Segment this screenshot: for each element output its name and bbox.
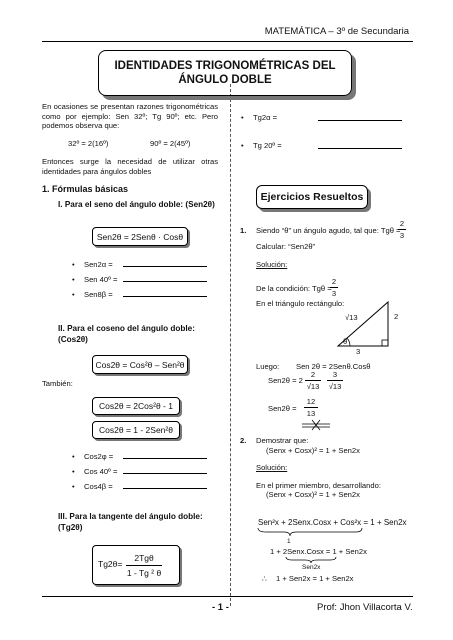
part3-label: III. Para la tangente del ángulo doble: (Tg2θ) bbox=[58, 512, 203, 532]
ex1-cond-den: 3 bbox=[331, 289, 337, 298]
ex1-result-num: 12 bbox=[304, 397, 318, 408]
underbrace-1 bbox=[256, 527, 366, 537]
ex1-step3-lhs: Sen2θ = bbox=[268, 404, 297, 413]
ex1-number: 1. bbox=[240, 226, 247, 235]
answer-blank bbox=[123, 450, 207, 459]
answer-blank bbox=[123, 258, 207, 267]
ex2-number: 2. bbox=[240, 436, 247, 445]
cosine-alt-formula-1: Cos2θ = 2Cos²θ - 1 bbox=[92, 397, 180, 415]
part1-label: I. Para el seno del ángulo doble: (Sen2θ) bbox=[58, 200, 215, 209]
ex2-line2: 1 + 2Senx.Cosx = 1 + Sen2x bbox=[270, 547, 367, 556]
ex1-result-den: 13 bbox=[306, 409, 316, 418]
sine-double-formula: Sen2θ = 2Senθ · Cosθ bbox=[92, 227, 188, 246]
section-title: 1. Fórmulas básicas bbox=[42, 184, 129, 194]
sine-item-2: • Sen 40º = bbox=[84, 275, 117, 285]
triangle-angle: θ bbox=[343, 337, 348, 346]
ex2-line1: Sen²x + 2Senx.Cosx + Cos²x = 1 + Sen2x bbox=[258, 518, 407, 527]
header-course: MATEMÁTICA – 3º de Secundaria bbox=[264, 26, 409, 37]
tambien-label: También: bbox=[42, 379, 73, 388]
title-line1: IDENTIDADES TRIGONOMÉTRICAS DEL bbox=[114, 60, 336, 72]
intro-example-1: 32º = 2(16º) bbox=[68, 139, 109, 148]
page-number: - 1 - bbox=[212, 602, 229, 613]
ex1-calc: Calcular: “Sen2θ” bbox=[256, 242, 316, 251]
ex1-step2-den1: √13 bbox=[306, 382, 320, 391]
title-line2: ÁNGULO DOBLE bbox=[178, 74, 272, 86]
answer-blank bbox=[123, 480, 207, 489]
ex1-cond-num: 2 bbox=[331, 277, 337, 286]
answer-blank bbox=[318, 112, 402, 121]
ex2-solution-label: Solución: bbox=[256, 463, 288, 472]
intro-conclusion: Entonces surge la necesidad de utilizar otras identidades para ángulos dobles bbox=[42, 157, 218, 176]
ex2-equation-2: (Senx + Cosx)² = 1 + Sen2x bbox=[266, 490, 360, 499]
ex1-triangle-label: En el triángulo rectángulo: bbox=[256, 299, 345, 308]
cosine-item-3: • Cos4β = bbox=[84, 482, 113, 492]
footer-author: Prof: Jhon Villacorta V. bbox=[317, 602, 413, 613]
intro-example-2: 90º = 2(45º) bbox=[150, 139, 191, 148]
ex1-frac-num: 2 bbox=[399, 219, 405, 228]
ex1-step2-den2: √13 bbox=[328, 382, 342, 391]
answer-blank bbox=[123, 273, 207, 282]
ex1-step2-lhs: Sen2θ = 2 bbox=[268, 376, 303, 385]
column-divider bbox=[230, 84, 231, 606]
ex1-luego: Luego: bbox=[256, 362, 280, 371]
intro-paragraph: En ocasiones se presentan razones trigonométricas como por ejemplo: Sen 32º; Tg 90º; etc. Pero podemos observa que: bbox=[42, 102, 218, 131]
header-rule bbox=[42, 41, 413, 42]
answer-blank bbox=[318, 140, 402, 149]
ejercicios-title: Ejercicios Resueltos bbox=[256, 185, 368, 209]
answer-blank bbox=[123, 465, 207, 474]
ex1-solution-label: Solución: bbox=[256, 260, 288, 269]
ex2-statement: Demostrar que: bbox=[256, 436, 309, 445]
ex2-equation: (Senx + Cosx)² = 1 + Sen2x bbox=[266, 446, 360, 455]
sine-item-1: • Sen2α = bbox=[84, 260, 113, 270]
title-box bbox=[98, 50, 352, 96]
answer-blank bbox=[123, 288, 207, 297]
cosine-double-formula: Cos2θ = Cos²θ – Sen²θ bbox=[92, 355, 188, 374]
tangent-item-1: • Tg2α = bbox=[253, 113, 277, 123]
ex1-step2-num2: 3 bbox=[327, 370, 343, 381]
sine-item-3: • Sen8β = bbox=[84, 290, 113, 300]
triangle-hypotenuse: √13 bbox=[345, 313, 358, 322]
right-triangle-diagram bbox=[330, 298, 410, 360]
triangle-opposite: 2 bbox=[394, 312, 399, 321]
ex2-description: En el primer miembro, desarrollando: bbox=[256, 481, 381, 490]
ex1-step2-num1: 2 bbox=[305, 370, 321, 381]
cosine-item-1: • Cos2φ = bbox=[84, 452, 113, 462]
footer-rule bbox=[42, 596, 413, 597]
ex2-one-label: 1 bbox=[287, 538, 291, 545]
part2-label: II. Para el coseno del ángulo doble: (Cos2θ) bbox=[58, 324, 195, 344]
tangent-numerator: 2Tgθ bbox=[126, 553, 161, 566]
answer-mark-icon bbox=[300, 418, 334, 432]
tangent-item-2: • Tg 20º = bbox=[253, 141, 282, 151]
cosine-alt-formula-2: Cos2θ = 1 - 2Sen²θ bbox=[92, 421, 180, 439]
therefore-icon: ∴ bbox=[262, 574, 267, 583]
triangle-adjacent: 3 bbox=[356, 347, 361, 356]
tangent-double-formula: Tg2θ= 2Tgθ 1 - Tg ² θ bbox=[92, 545, 180, 585]
ex1-step1: Sen 2θ = 2Senθ.Cosθ bbox=[296, 362, 371, 371]
ex1-condition: De la condición: Tgθ = bbox=[256, 284, 332, 293]
cosine-item-2: • Cos 40º = bbox=[84, 467, 117, 477]
ex1-frac-den: 3 bbox=[399, 231, 405, 240]
ex2-sen2x-label: Sen2x bbox=[302, 564, 321, 571]
ex1-statement: Siendo “θ” un ángulo agudo, tal que: Tgθ = bbox=[256, 226, 401, 235]
tangent-denominator: 1 - Tg ² θ bbox=[126, 567, 162, 578]
ex2-line3: 1 + Sen2x = 1 + Sen2x bbox=[276, 574, 354, 583]
